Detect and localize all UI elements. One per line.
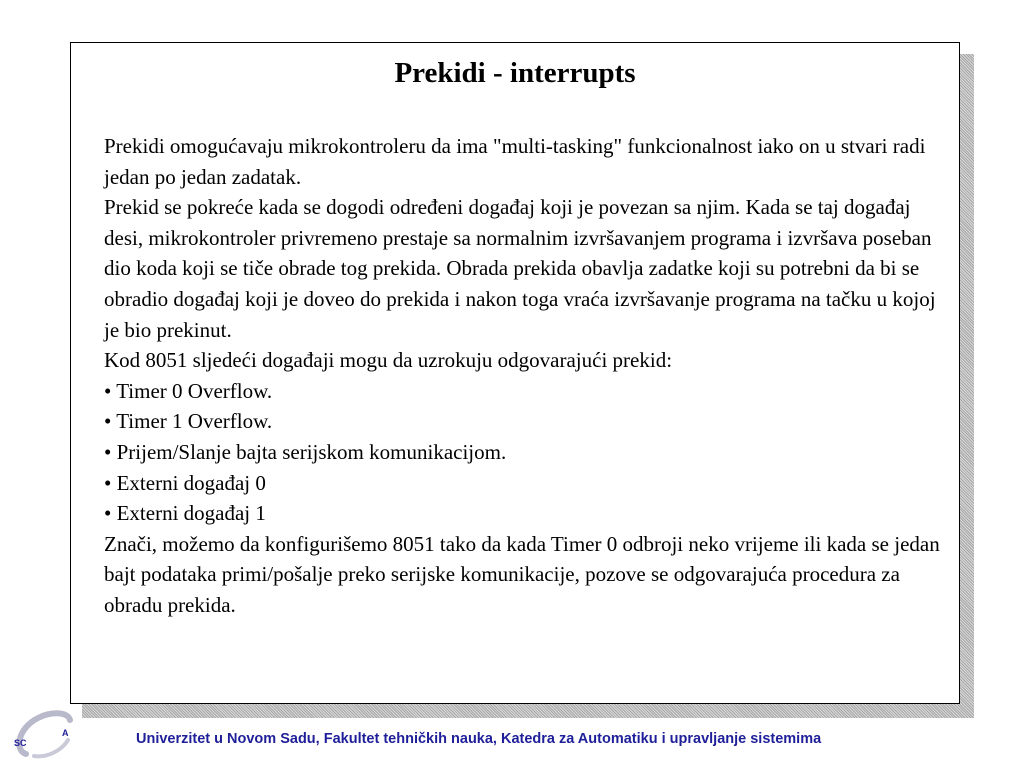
logo-letters-left: SC (14, 738, 27, 748)
slide-body (104, 131, 954, 621)
paragraph-interrupt-description: Prekid se pokreće kada se dogodi određeni događaj koji je povezan sa njim. Kada se taj događaj desi, mikrokontroler privremeno prestaje sa normalnim izvršavanjem programa i izvršava poseban dio koda koji se tiče obrade tog prekida. Obrada prekida obavlja zadatke koji su potrebni da bi se obradio događaj koji je doveo do prekida i nakon toga vraća izvršavanje programa na tačku u kojoj je bio prekinut. (104, 195, 936, 342)
list-item-timer0: • Timer 0 Overflow. (104, 378, 273, 403)
list-item-external0: • Externi događaj 0 (104, 470, 266, 495)
paragraph-events-intro: Kod 8051 sljedeći događaji mogu da uzrokuju odgovarajući prekid: (104, 348, 673, 373)
list-item-serial: • Prijem/Slanje bajta serijskom komunikacijom. (104, 439, 507, 464)
content-box (70, 42, 960, 704)
slide-title: Prekidi - interrupts (394, 57, 636, 89)
list-item-external1: • Externi događaj 1 (104, 501, 266, 526)
paragraph-intro: Prekidi omogućavaju mikrokontroleru da ima "multi-tasking" funkcionalnost iako on u stvari radi jedan po jedan zadatak. (104, 134, 926, 189)
footer-institution: Univerzitet u Novom Sadu, Fakultet tehničkih nauka, Katedra za Automatiku i upravljanje sistemima (136, 731, 822, 747)
paragraph-conclusion: Znači, možemo da konfigurišemo 8051 tako da kada Timer 0 odbroji neko vrijeme ili kada se jedan bajt podataka primi/pošalje preko serijske komunikacije, pozove se odgovarajuća procedura za obradu prekida. (104, 531, 940, 617)
logo-letter-right: A (62, 728, 69, 738)
sca-logo-icon (8, 706, 88, 762)
list-item-timer1: • Timer 1 Overflow. (104, 409, 273, 434)
